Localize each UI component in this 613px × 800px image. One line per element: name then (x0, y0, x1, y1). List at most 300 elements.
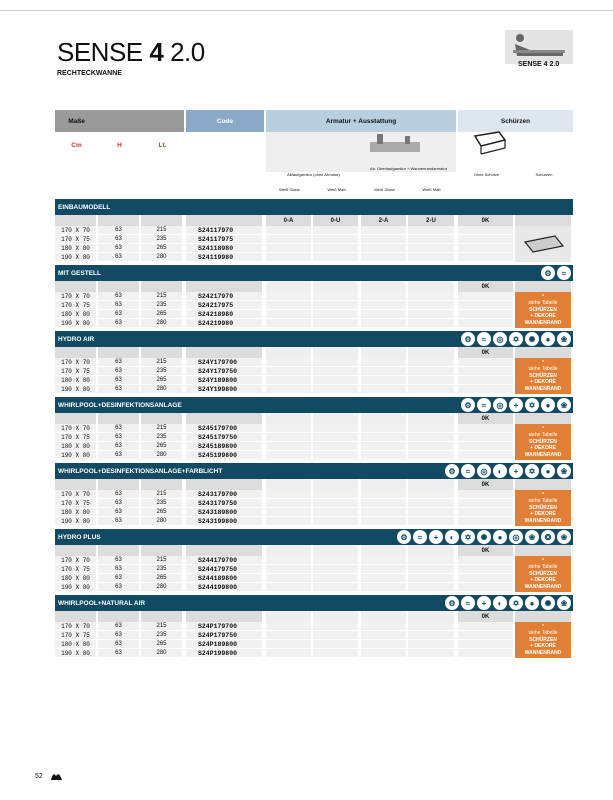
table-cell: 235 (141, 433, 182, 442)
product-code: S244179750 (186, 565, 262, 574)
price-table (55, 110, 573, 658)
table-cell (266, 367, 311, 376)
option-code-row (55, 413, 573, 424)
table-cell (458, 253, 513, 262)
product-code: S243179750 (186, 499, 262, 508)
table-cell (361, 235, 406, 244)
table-cell (266, 442, 311, 451)
table-cell (361, 556, 406, 565)
table-cell (266, 622, 311, 631)
table-cell (361, 367, 406, 376)
jet-icon: ◎ (509, 530, 523, 544)
table-cell (408, 640, 454, 649)
option-code-cell (141, 479, 182, 490)
option-code-cell (98, 413, 139, 424)
option-code-cell (55, 479, 96, 490)
bubble-icon: ❂ (541, 530, 555, 544)
table-cell (266, 451, 311, 460)
table-cell (458, 310, 513, 319)
section-title-text: HYDRO AIR (58, 335, 95, 343)
table-cell (313, 649, 358, 658)
option-code-cell (266, 545, 311, 556)
table-cell: 190 X 80 (55, 583, 96, 592)
h-label: H (117, 141, 122, 149)
table-cell (408, 556, 454, 565)
table-cell (313, 640, 358, 649)
option-code-cell (408, 281, 454, 292)
table-cell (361, 490, 406, 499)
option-code-cell (141, 281, 182, 292)
option-code-cell: 0-U (313, 215, 358, 226)
table-cell (361, 376, 406, 385)
table-cell: 63 (98, 574, 139, 583)
table-cell: 190 X 80 (55, 451, 96, 460)
option-code-cell (361, 281, 406, 292)
option-code-cell (313, 611, 358, 622)
table-cell (458, 490, 513, 499)
air-icon: ✺ (541, 596, 555, 610)
option-code-cell (408, 479, 454, 490)
option-code-cell (515, 347, 571, 358)
table-cell: 265 (141, 508, 182, 517)
product-code: S243199800 (186, 517, 262, 526)
table-cell: 170 X 75 (55, 565, 96, 574)
option-code-cell (361, 347, 406, 358)
table-cell (361, 631, 406, 640)
table-cell: 265 (141, 640, 182, 649)
frame-icon: ⚙ (445, 464, 459, 478)
table-cell: 280 (141, 517, 182, 526)
option-code-cell: 0K (458, 479, 513, 490)
jet-icon: ◎ (493, 332, 507, 346)
table-row (55, 442, 573, 451)
option-labels-row (55, 166, 573, 185)
option-code-cell (55, 545, 96, 556)
product-code: S24119980 (186, 253, 262, 262)
table-cell (313, 583, 358, 592)
option-code-cell (515, 545, 571, 556)
option-code-cell (313, 281, 358, 292)
table-cell: 180 X 80 (55, 508, 96, 517)
option-code-cell (515, 215, 571, 226)
table-cell (266, 574, 311, 583)
table-cell: 215 (141, 490, 182, 499)
table-row (55, 292, 573, 301)
schuerzen-note-line: * (542, 557, 544, 564)
option-code-cell (98, 545, 139, 556)
table-cell: 235 (141, 631, 182, 640)
masse-header-2 (98, 110, 141, 132)
table-cell (266, 244, 311, 253)
table-cell: 190 X 80 (55, 517, 96, 526)
schuerzen-note-line: + DEKORE (530, 511, 556, 518)
table-row (55, 649, 573, 658)
table-cell (361, 565, 406, 574)
table-cell (408, 565, 454, 574)
option-code-cell (186, 347, 262, 358)
table-cell (458, 235, 513, 244)
table-cell: 265 (141, 376, 182, 385)
table-cell (361, 451, 406, 460)
table-cell: 235 (141, 499, 182, 508)
massage-icon: ❀ (557, 596, 571, 610)
table-cell (408, 226, 454, 235)
table-cell (313, 565, 358, 574)
jet-icon: ◎ (493, 398, 507, 412)
product-code: S24118980 (186, 244, 262, 253)
table-cell (313, 433, 358, 442)
table-row (55, 556, 573, 565)
table-row (55, 226, 573, 235)
section-5 (55, 529, 573, 592)
table-cell: 63 (98, 376, 139, 385)
table-cell: 63 (98, 583, 139, 592)
ablauf-label: Ablaufgarnitur (ohne Armatur) (287, 172, 340, 177)
bluetooth-icon: ✡ (461, 530, 475, 544)
table-cell: 180 X 80 (55, 640, 96, 649)
schuerzen-note-line: + DEKORE (530, 313, 556, 320)
table-cell (408, 490, 454, 499)
feature-icons (461, 332, 571, 346)
schuerzen-note-line: siehe Tabelle (528, 432, 558, 439)
table-cell (408, 649, 454, 658)
tub-image-icon (473, 128, 507, 156)
schuerzen-note-line: * (542, 491, 544, 498)
bluetooth-icon: ✡ (525, 398, 539, 412)
masse-header: Maße (55, 110, 98, 132)
table-cell: 265 (141, 244, 182, 253)
product-code: S24Y179750 (186, 367, 262, 376)
air-icon: ✺ (477, 530, 491, 544)
table-cell: 215 (141, 556, 182, 565)
feature-icons (541, 266, 571, 280)
product-code: S24117975 (186, 235, 262, 244)
option-code-cell: 0K (458, 611, 513, 622)
option-code-cell (408, 545, 454, 556)
section-0 (55, 199, 573, 262)
schuerzen-note-line: + DEKORE (530, 643, 556, 650)
schuerzen-note (515, 622, 571, 658)
schuerzen-note-line: siehe Tabelle (528, 564, 558, 571)
table-cell (313, 622, 358, 631)
table-cell (458, 499, 513, 508)
section-3 (55, 397, 573, 460)
table-cell (313, 310, 358, 319)
section-title-text: WHIRLPOOL+DESINFEKTIONSANLAGE+FARBLICHT (58, 467, 223, 475)
jet-icon: ◎ (477, 464, 491, 478)
section-4 (55, 463, 573, 526)
table-cell (266, 226, 311, 235)
product-code: S245179750 (186, 433, 262, 442)
product-code: S245179700 (186, 424, 262, 433)
table-cell: 170 X 75 (55, 367, 96, 376)
table-cell (361, 424, 406, 433)
table-cell (458, 640, 513, 649)
table-cell (361, 433, 406, 442)
table-cell (313, 367, 358, 376)
table-cell: 180 X 80 (55, 244, 96, 253)
option-code-row (55, 545, 573, 556)
masse-header-3 (141, 110, 184, 132)
option-code-cell (141, 611, 182, 622)
page-number: 52 (35, 773, 43, 780)
option-code-cell (98, 215, 139, 226)
product-code: S243189800 (186, 508, 262, 517)
table-cell (458, 517, 513, 526)
table-cell (313, 424, 358, 433)
schuerzen-note-line: + DEKORE (530, 445, 556, 452)
drop-icon: ● (493, 530, 507, 544)
faucet-image-icon (365, 132, 425, 160)
option-code-cell: 0-A (266, 215, 311, 226)
table-cell: 63 (98, 631, 139, 640)
table-cell (458, 376, 513, 385)
option-code-cell (186, 611, 262, 622)
schuerzen-note-line: * (542, 359, 544, 366)
table-row (55, 235, 573, 244)
option-code-cell (141, 347, 182, 358)
tub-schuerze-icon (515, 226, 571, 262)
table-row (55, 622, 573, 631)
top-rule (0, 10, 613, 11)
table-cell (266, 376, 311, 385)
water-icon: ≈ (477, 398, 491, 412)
table-cell: 63 (98, 508, 139, 517)
table-cell: 190 X 80 (55, 253, 96, 262)
option-code-cell (408, 413, 454, 424)
table-cell (361, 292, 406, 301)
table-cell (361, 385, 406, 394)
table-cell: 63 (98, 442, 139, 451)
table-cell: 63 (98, 244, 139, 253)
table-row (55, 583, 573, 592)
table-row (55, 253, 573, 262)
table-cell (266, 319, 311, 328)
table-cell (266, 433, 311, 442)
sections-container (55, 199, 573, 658)
table-cell (361, 508, 406, 517)
table-cell (408, 385, 454, 394)
table-cell: 170 X 70 (55, 226, 96, 235)
table-cell (266, 499, 311, 508)
table-cell (361, 226, 406, 235)
table-cell: 63 (98, 517, 139, 526)
table-cell (408, 301, 454, 310)
product-code: S24P199800 (186, 649, 262, 658)
section-title-text: EINBAUMODELL (58, 203, 111, 211)
table-cell (313, 631, 358, 640)
table-cell: 170 X 70 (55, 292, 96, 301)
option-code-cell (55, 413, 96, 424)
badge-label: SENSE 4 2.0 (518, 61, 560, 68)
table-cell (313, 508, 358, 517)
table-cell: 63 (98, 565, 139, 574)
table-cell: 280 (141, 649, 182, 658)
table-cell (266, 649, 311, 658)
table-cell (266, 583, 311, 592)
frame-icon: ⚙ (397, 530, 411, 544)
schuerzen-note-line: siehe Tabelle (528, 300, 558, 307)
section-title (55, 463, 573, 479)
bathtub-badge-icon (505, 30, 573, 64)
table-cell: 63 (98, 556, 139, 565)
product-code: S24P189800 (186, 640, 262, 649)
table-cell (313, 490, 358, 499)
table-cell (266, 235, 311, 244)
schuerzen-note-line: * (542, 425, 544, 432)
table-cell (361, 622, 406, 631)
table-cell (408, 367, 454, 376)
option-code-cell (98, 479, 139, 490)
option-code-cell (408, 611, 454, 622)
section-title (55, 595, 573, 611)
table-cell (361, 517, 406, 526)
table-cell: 63 (98, 226, 139, 235)
table-cell: 180 X 80 (55, 310, 96, 319)
table-cell: 235 (141, 367, 182, 376)
table-cell (361, 640, 406, 649)
table-cell (458, 508, 513, 517)
section-1 (55, 265, 573, 328)
table-row (55, 319, 573, 328)
schuerzen-note-line: WANNENRAND (524, 517, 562, 524)
schuerzen-note-line: SCHÜRZEN (529, 372, 557, 379)
lt-label: Lt. (158, 141, 167, 149)
table-row (55, 631, 573, 640)
water-icon: ≈ (557, 266, 571, 280)
table-cell (266, 565, 311, 574)
table-cell (313, 244, 358, 253)
product-code: S24217970 (186, 292, 262, 301)
table-cell (313, 292, 358, 301)
table-cell (266, 640, 311, 649)
option-code-cell: 0K (458, 281, 513, 292)
table-cell: 170 X 70 (55, 424, 96, 433)
image-row (55, 158, 573, 172)
table-cell (361, 301, 406, 310)
table-cell (458, 433, 513, 442)
schuerzen-note-line: WANNENRAND (524, 649, 562, 656)
table-row (55, 508, 573, 517)
table-cell (408, 244, 454, 253)
table-cell (313, 556, 358, 565)
section-title (55, 397, 573, 413)
table-cell: 280 (141, 253, 182, 262)
section-6 (55, 595, 573, 658)
option-code-cell (55, 611, 96, 622)
table-cell: 215 (141, 622, 182, 631)
table-cell (458, 319, 513, 328)
option-code-cell (55, 281, 96, 292)
option-code-cell (186, 545, 262, 556)
frame-icon: ⚙ (445, 596, 459, 610)
option-code-cell (186, 215, 262, 226)
table-cell: 170 X 75 (55, 301, 96, 310)
option-code-cell (141, 545, 182, 556)
bluetooth-icon: ✡ (509, 596, 523, 610)
table-cell (313, 319, 358, 328)
table-cell: 63 (98, 649, 139, 658)
option-code-cell (266, 413, 311, 424)
table-cell (266, 424, 311, 433)
schuerzen-note-line: SCHÜRZEN (529, 570, 557, 577)
option-code-cell: 0K (458, 347, 513, 358)
table-row (55, 358, 573, 367)
option-code-cell (55, 215, 96, 226)
product-code: S24218980 (186, 310, 262, 319)
table-cell: 280 (141, 451, 182, 460)
table-cell (266, 556, 311, 565)
schuerzen-note-line: WANNENRAND (524, 583, 562, 590)
table-cell (266, 292, 311, 301)
table-cell (361, 310, 406, 319)
table-row (55, 376, 573, 385)
option-code-cell (313, 413, 358, 424)
table-cell (361, 358, 406, 367)
schuerzen-note-line: SCHÜRZEN (529, 636, 557, 643)
table-cell (458, 358, 513, 367)
table-cell: 215 (141, 424, 182, 433)
product-code: S24Y199800 (186, 385, 262, 394)
schuerzen-note-line: WANNENRAND (524, 319, 562, 326)
table-cell (313, 442, 358, 451)
table-cell (458, 649, 513, 658)
finish-2: Weiß Matt (327, 187, 346, 192)
section-title-text: WHIRLPOOL+NATURAL AIR (58, 599, 146, 607)
option-code-cell (266, 347, 311, 358)
ohne-schuerze-label: Ohne Schürze (473, 172, 500, 177)
table-row (55, 499, 573, 508)
plus-icon: + (429, 530, 443, 544)
feature-icons (461, 398, 571, 412)
table-cell (408, 424, 454, 433)
schuerzen-note (515, 358, 571, 394)
table-cell (458, 442, 513, 451)
product-code: S244199800 (186, 583, 262, 592)
option-code-row (55, 281, 573, 292)
table-cell: 215 (141, 292, 182, 301)
table-cell (266, 253, 311, 262)
schuerzen-header: Schürzen (458, 110, 573, 132)
table-cell (266, 631, 311, 640)
table-cell (361, 253, 406, 262)
bluetooth-icon: ✡ (509, 332, 523, 346)
product-code: S243179700 (186, 490, 262, 499)
schuerzen-note (515, 424, 571, 460)
table-cell: 265 (141, 442, 182, 451)
option-code-cell (186, 281, 262, 292)
table-cell: 170 X 75 (55, 631, 96, 640)
table-cell (408, 499, 454, 508)
table-cell: 63 (98, 490, 139, 499)
table-row (55, 574, 573, 583)
table-cell (408, 451, 454, 460)
schuerzen-note (515, 556, 571, 592)
schuerzen-label: Schürzen (535, 172, 553, 177)
table-cell (361, 319, 406, 328)
table-row (55, 424, 573, 433)
table-cell (408, 583, 454, 592)
table-cell: 63 (98, 433, 139, 442)
drop-icon: ● (541, 332, 555, 346)
schuerzen-note-line: WANNENRAND (524, 451, 562, 458)
option-code-cell: 2-U (408, 215, 454, 226)
option-code-cell: 0K (458, 545, 513, 556)
table-cell: 63 (98, 640, 139, 649)
table-cell (266, 358, 311, 367)
option-code-cell (515, 611, 571, 622)
table-cell (408, 292, 454, 301)
